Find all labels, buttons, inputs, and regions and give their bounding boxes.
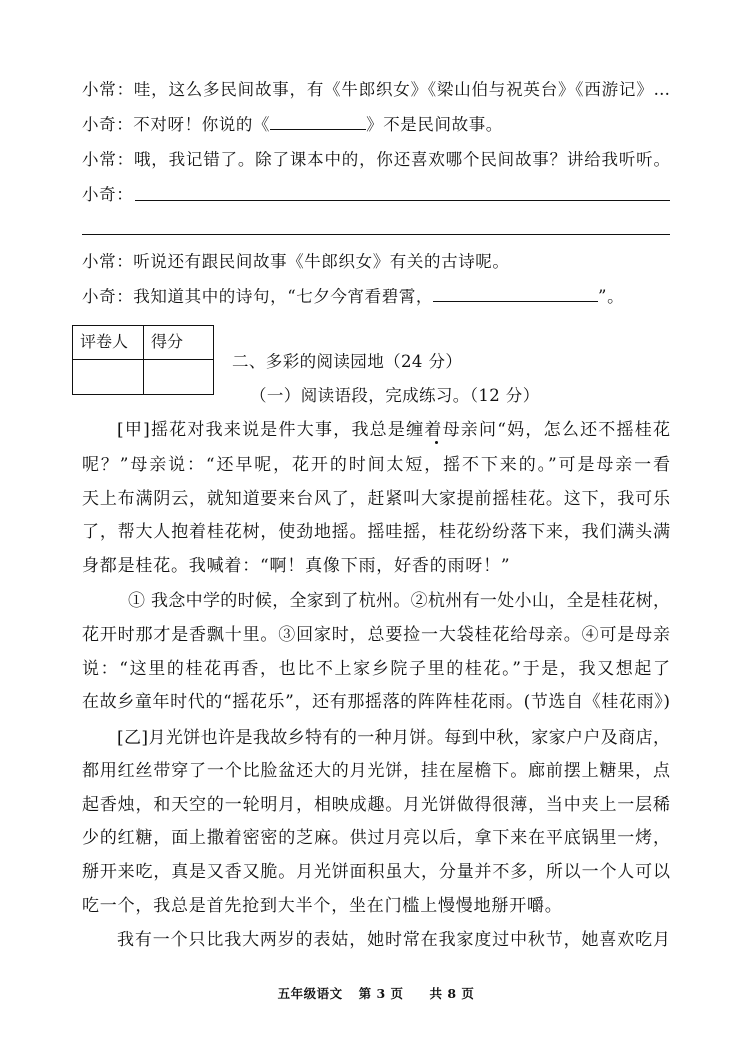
- answer-blank-story-title[interactable]: [270, 115, 366, 130]
- dialogue-line-2-after: 》不是民间故事。: [366, 115, 503, 134]
- passage-yi-line: 起香烛，和天空的一轮明月，相映成趣。月光饼做得很薄，当中夹上一层稀: [82, 795, 670, 815]
- footer-subject: 五年级语文: [277, 986, 343, 1001]
- grader-header: 评卷人: [73, 326, 144, 360]
- passage-yi-line: 都用红丝带穿了一个比脸盆还大的月光饼，挂在屋檐下。廊前摆上糖果，点: [82, 761, 670, 781]
- grader-cell[interactable]: [73, 360, 144, 394]
- passage-last-line: 我有一个只比我大两岁的表姑，她时常在我家度过中秋节，她喜欢吃月: [117, 930, 670, 950]
- passage-yi-line: [乙]月光饼也许是我故乡特有的一种月饼。每到中秋，家家户户及商店，: [117, 728, 670, 748]
- passage-jia-2-line: 说：“这里的桂花再香，也比不上家乡院子里的桂花。”于是，我又想起了: [82, 659, 670, 679]
- dialogue-line-3: 小常：哦，我记错了。除了课本中的，你还喜欢哪个民间故事？讲给我听听。: [82, 150, 670, 169]
- passage-jia-2-line: 在故乡童年时代的“摇花乐”，还有那摇落的阵阵桂花雨。(节选自《桂花雨》): [82, 692, 670, 712]
- passage-yi-line: 吃一个，我总是首先抢到大半个，坐在门槛上慢慢地掰开嚼。: [82, 896, 563, 916]
- passage-jia-line: 身都是桂花。我喊着：“啊！真像下雨，好香的雨呀！”: [82, 556, 511, 576]
- dialogue-line-1: 小常：哇，这么多民间故事，有《牛郎织女》《梁山伯与祝英台》《西游记》…: [82, 80, 670, 99]
- dialogue-line-6: [82, 285, 624, 309]
- passage-jia-line: [甲]摇花对我来说是件大事，我总是缠着母亲问“妈，怎么还不摇桂花: [117, 420, 670, 440]
- page-footer: [0, 982, 752, 1004]
- passage-jia-line: 天上布满阴云，就知道要来台风了，赶紧叫大家提前摇桂花。这下，我可乐: [82, 489, 670, 509]
- score-header: 得分: [144, 326, 213, 360]
- passage-jia-2-line: 花开时那才是香飘十里。③回家时，总要捡一大袋桂花给母亲。④可是母亲: [82, 625, 670, 645]
- passage-jia-line: 呢？”母亲说：“还早呢，花开的时间太短，摇不下来的。”可是母亲一看: [82, 455, 670, 475]
- dialogue-line-6-before: 小奇：我知道其中的诗句，“七夕今宵看碧霄，: [82, 287, 434, 306]
- answer-line-story-1[interactable]: [135, 200, 670, 201]
- section-subtitle: （一）阅读语段，完成练习。（12 分）: [250, 386, 540, 405]
- footer-total-pages: 共 8 页: [429, 986, 475, 1001]
- dialogue-line-6-after: ”。: [598, 287, 625, 306]
- emphasis-dot: [435, 441, 438, 444]
- score-table: [72, 325, 214, 395]
- passage-yi-line: 掰开来吃，真是又香又脆。月光饼面积虽大，分量并不多，所以一个人可以: [82, 862, 670, 882]
- footer-page-number: 第 3 页: [358, 986, 404, 1001]
- passage-jia-2-line: ① 我念中学的时候，全家到了杭州。②杭州有一处小山，全是桂花树，: [128, 591, 670, 611]
- answer-blank-poem-line[interactable]: [433, 287, 598, 302]
- answer-line-story-2[interactable]: [82, 234, 670, 235]
- passage-yi-line: 少的红糖，面上撒着密密的芝麻。供过月亮以后，拿下来在平底锅里一烤，: [82, 828, 670, 848]
- dialogue-line-4: 小奇：: [82, 185, 134, 204]
- passage-jia-line: 了，帮大人抱着桂花树，使劲地摇。摇哇摇，桂花纷纷落下来，我们满头满: [82, 522, 670, 542]
- score-cell[interactable]: [144, 360, 213, 394]
- dialogue-line-2: [82, 113, 503, 137]
- section-title: 二、多彩的阅读园地（24 分）: [232, 352, 463, 371]
- dialogue-line-2-before: 小奇：不对呀！你说的《: [82, 115, 271, 134]
- dialogue-line-5: 小常：听说还有跟民间故事《牛郎织女》有关的古诗呢。: [82, 252, 510, 271]
